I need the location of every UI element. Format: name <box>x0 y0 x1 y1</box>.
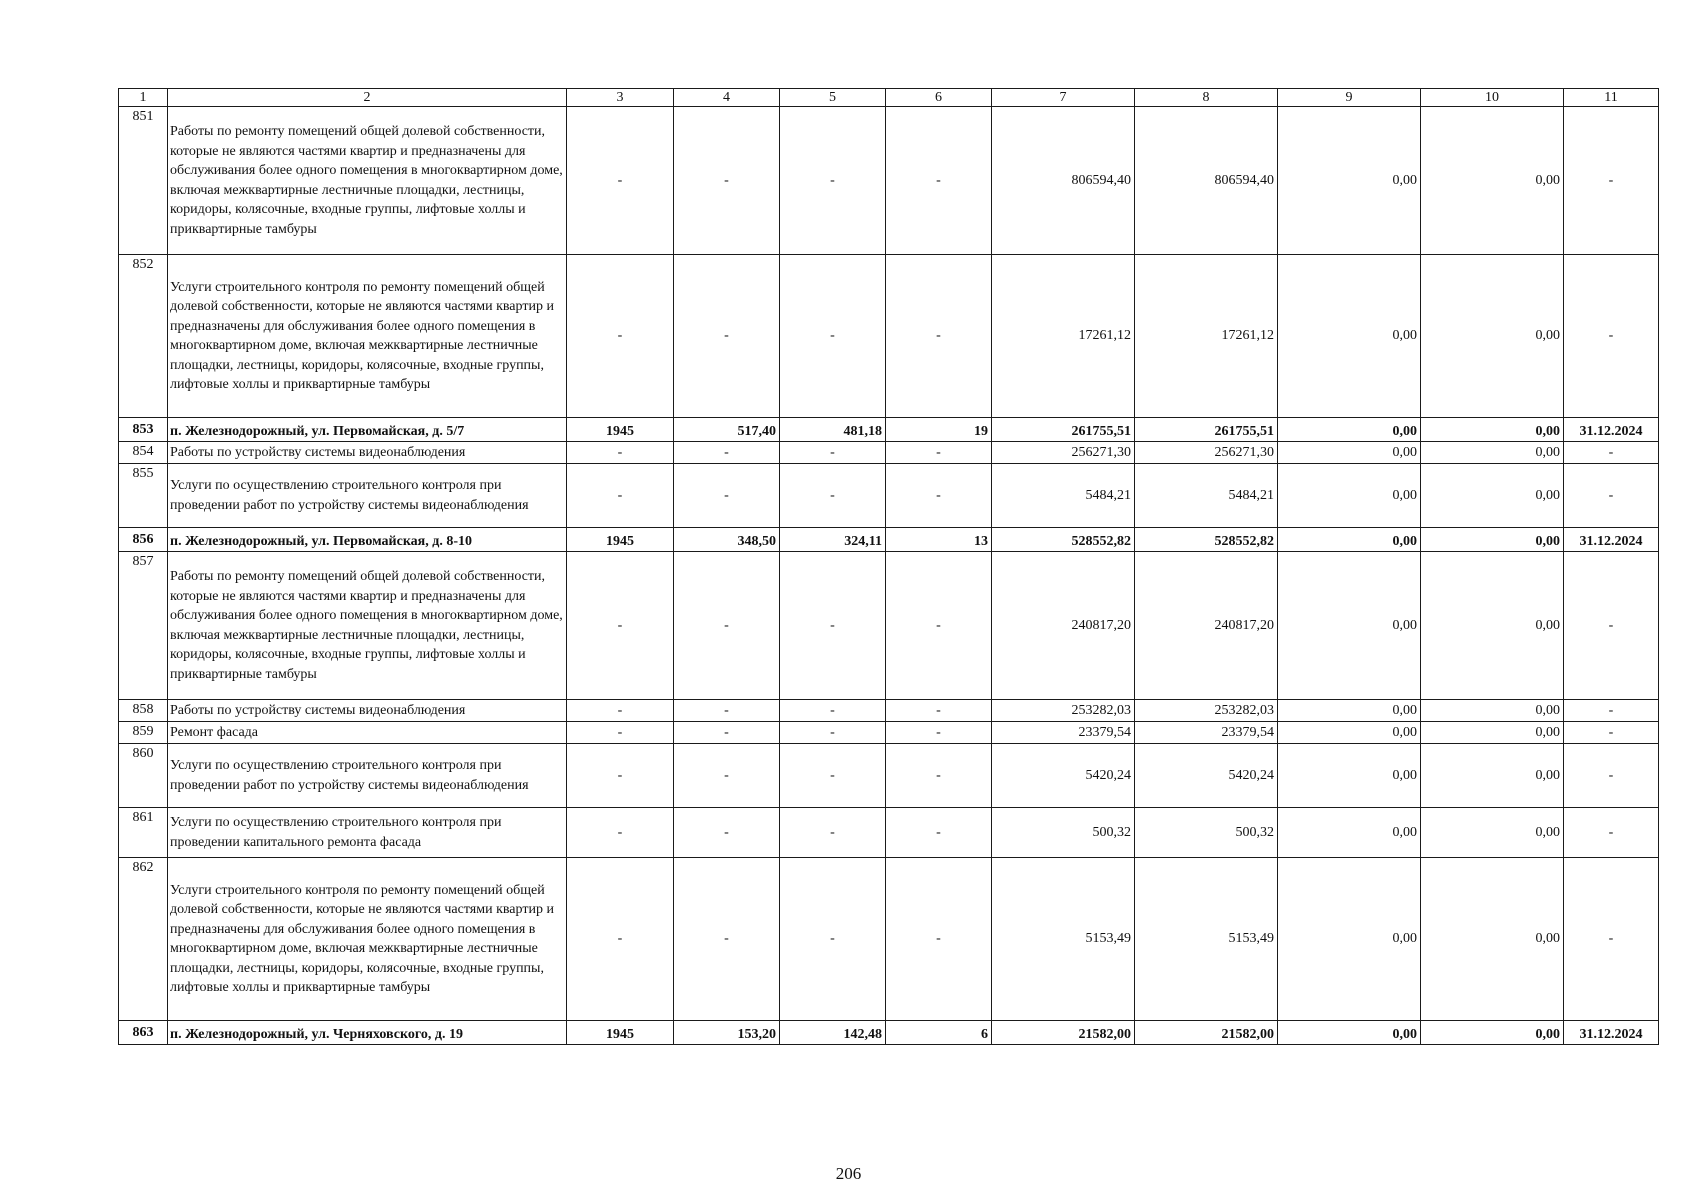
cell-col-6: - <box>886 107 992 255</box>
cell-col-4: 517,40 <box>674 418 780 442</box>
header-cell: 5 <box>780 89 886 107</box>
cell-col-5: 324,11 <box>780 528 886 552</box>
cell-col-9: 0,00 <box>1278 1021 1421 1045</box>
cell-col-11: - <box>1564 107 1659 255</box>
work-description: Услуги строительного контроля по ремонту помещений общей долевой собственности, которые не являются частями квартир и предназначены для обслуживания более одного помещения в многоквартирном доме, включая межквартирные лестничные площадки, лестницы, коридоры, колясочные, входные группы, лифтовые холлы и приквартирные тамбуры <box>168 255 567 418</box>
row-number: 863 <box>119 1021 168 1045</box>
cell-col-8: 17261,12 <box>1135 255 1278 418</box>
cell-col-3: - <box>567 464 674 528</box>
cell-col-4: - <box>674 700 780 722</box>
work-description: Ремонт фасада <box>168 722 567 744</box>
cell-col-5: - <box>780 552 886 700</box>
table-row <box>119 552 1659 700</box>
cell-col-4: - <box>674 858 780 1021</box>
cell-col-6: - <box>886 808 992 858</box>
cell-col-6: - <box>886 552 992 700</box>
cell-col-7: 500,32 <box>992 808 1135 858</box>
table-row <box>119 1021 1659 1045</box>
row-number: 853 <box>119 418 168 442</box>
cell-col-3: 1945 <box>567 528 674 552</box>
cell-col-10: 0,00 <box>1421 700 1564 722</box>
cell-col-6: 13 <box>886 528 992 552</box>
cell-col-10: 0,00 <box>1421 744 1564 808</box>
cell-col-3: - <box>567 552 674 700</box>
cell-col-4: - <box>674 744 780 808</box>
cell-col-3: - <box>567 107 674 255</box>
cell-col-6: - <box>886 464 992 528</box>
cell-col-4: - <box>674 552 780 700</box>
header-cell: 9 <box>1278 89 1421 107</box>
page-number: 206 <box>835 1164 862 1183</box>
cell-col-4: - <box>674 464 780 528</box>
cell-col-3: - <box>567 858 674 1021</box>
cell-col-4: - <box>674 442 780 464</box>
cell-col-7: 5484,21 <box>992 464 1135 528</box>
cell-col-7: 240817,20 <box>992 552 1135 700</box>
cell-col-11: - <box>1564 255 1659 418</box>
work-description: п. Железнодорожный, ул. Первомайская, д. 8-10 <box>168 528 567 552</box>
cell-col-8: 240817,20 <box>1135 552 1278 700</box>
work-description: Услуги по осуществлению строительного контроля при проведении капитального ремонта фасада <box>168 808 567 858</box>
header-cell: 10 <box>1421 89 1564 107</box>
cell-col-9: 0,00 <box>1278 808 1421 858</box>
cell-col-5: - <box>780 858 886 1021</box>
capital-repair-table <box>118 88 1659 1045</box>
cell-col-6: - <box>886 858 992 1021</box>
header-cell: 11 <box>1564 89 1659 107</box>
cell-col-8: 500,32 <box>1135 808 1278 858</box>
cell-col-5: - <box>780 744 886 808</box>
cell-col-3: - <box>567 700 674 722</box>
table-row <box>119 722 1659 744</box>
cell-col-10: 0,00 <box>1421 107 1564 255</box>
cell-col-7: 5153,49 <box>992 858 1135 1021</box>
cell-col-5: - <box>780 700 886 722</box>
cell-col-8: 5153,49 <box>1135 858 1278 1021</box>
cell-col-8: 23379,54 <box>1135 722 1278 744</box>
cell-col-11: - <box>1564 744 1659 808</box>
table-row <box>119 858 1659 1021</box>
work-description: Работы по устройству системы видеонаблюдения <box>168 700 567 722</box>
cell-col-9: 0,00 <box>1278 722 1421 744</box>
cell-col-11: - <box>1564 700 1659 722</box>
cell-col-5: - <box>780 255 886 418</box>
cell-col-3: - <box>567 744 674 808</box>
cell-col-7: 256271,30 <box>992 442 1135 464</box>
cell-col-8: 256271,30 <box>1135 442 1278 464</box>
cell-col-11: 31.12.2024 <box>1564 1021 1659 1045</box>
cell-col-6: - <box>886 722 992 744</box>
row-number: 856 <box>119 528 168 552</box>
cell-col-10: 0,00 <box>1421 722 1564 744</box>
table-row <box>119 107 1659 255</box>
cell-col-5: - <box>780 442 886 464</box>
cell-col-10: 0,00 <box>1421 552 1564 700</box>
cell-col-8: 528552,82 <box>1135 528 1278 552</box>
cell-col-10: 0,00 <box>1421 1021 1564 1045</box>
work-description: Услуги по осуществлению строительного контроля при проведении работ по устройству системы видеонаблюдения <box>168 744 567 808</box>
cell-col-7: 21582,00 <box>992 1021 1135 1045</box>
cell-col-11: 31.12.2024 <box>1564 528 1659 552</box>
row-number: 860 <box>119 744 168 808</box>
work-description: Работы по ремонту помещений общей долевой собственности, которые не являются частями квартир и предназначены для обслуживания более одного помещения в многоквартирном доме, включая межквартирные лестничные площадки, лестницы, коридоры, колясочные, входные группы, лифтовые холлы и приквартирные тамбуры <box>168 107 567 255</box>
table-row <box>119 808 1659 858</box>
cell-col-5: 481,18 <box>780 418 886 442</box>
cell-col-11: - <box>1564 464 1659 528</box>
cell-col-4: - <box>674 722 780 744</box>
cell-col-5: - <box>780 808 886 858</box>
cell-col-8: 5420,24 <box>1135 744 1278 808</box>
cell-col-5: 142,48 <box>780 1021 886 1045</box>
cell-col-4: - <box>674 255 780 418</box>
cell-col-4: 348,50 <box>674 528 780 552</box>
cell-col-8: 261755,51 <box>1135 418 1278 442</box>
cell-col-7: 5420,24 <box>992 744 1135 808</box>
header-cell: 7 <box>992 89 1135 107</box>
row-number: 854 <box>119 442 168 464</box>
cell-col-5: - <box>780 464 886 528</box>
cell-col-9: 0,00 <box>1278 858 1421 1021</box>
work-description: Услуги по осуществлению строительного контроля при проведении работ по устройству системы видеонаблюдения <box>168 464 567 528</box>
cell-col-11: - <box>1564 808 1659 858</box>
cell-col-5: - <box>780 722 886 744</box>
cell-col-3: - <box>567 722 674 744</box>
cell-col-4: - <box>674 107 780 255</box>
cell-col-10: 0,00 <box>1421 464 1564 528</box>
cell-col-10: 0,00 <box>1421 418 1564 442</box>
header-cell: 3 <box>567 89 674 107</box>
cell-col-3: 1945 <box>567 418 674 442</box>
work-description: п. Железнодорожный, ул. Первомайская, д. 5/7 <box>168 418 567 442</box>
cell-col-11: - <box>1564 442 1659 464</box>
header-cell: 6 <box>886 89 992 107</box>
table-row <box>119 442 1659 464</box>
cell-col-11: - <box>1564 722 1659 744</box>
column-number-header <box>119 89 1659 107</box>
cell-col-10: 0,00 <box>1421 442 1564 464</box>
cell-col-3: 1945 <box>567 1021 674 1045</box>
cell-col-6: 19 <box>886 418 992 442</box>
table-row <box>119 255 1659 418</box>
row-number: 855 <box>119 464 168 528</box>
table-row <box>119 528 1659 552</box>
header-cell: 8 <box>1135 89 1278 107</box>
cell-col-7: 528552,82 <box>992 528 1135 552</box>
row-number: 852 <box>119 255 168 418</box>
cell-col-7: 17261,12 <box>992 255 1135 418</box>
work-description: Работы по ремонту помещений общей долевой собственности, которые не являются частями квартир и предназначены для обслуживания более одного помещения в многоквартирном доме, включая межквартирные лестничные площадки, лестницы, коридоры, колясочные, входные группы, лифтовые холлы и приквартирные тамбуры <box>168 552 567 700</box>
table-row <box>119 700 1659 722</box>
cell-col-6: - <box>886 744 992 808</box>
row-number: 859 <box>119 722 168 744</box>
register-sheet <box>118 88 1658 1045</box>
cell-col-9: 0,00 <box>1278 700 1421 722</box>
cell-col-7: 253282,03 <box>992 700 1135 722</box>
row-number: 858 <box>119 700 168 722</box>
cell-col-3: - <box>567 808 674 858</box>
cell-col-9: 0,00 <box>1278 418 1421 442</box>
cell-col-11: - <box>1564 858 1659 1021</box>
table-row <box>119 418 1659 442</box>
row-number: 862 <box>119 858 168 1021</box>
cell-col-8: 806594,40 <box>1135 107 1278 255</box>
cell-col-7: 23379,54 <box>992 722 1135 744</box>
work-description: Услуги строительного контроля по ремонту помещений общей долевой собственности, которые не являются частями квартир и предназначены для обслуживания более одного помещения в многоквартирном доме, включая межквартирные лестничные площадки, лестницы, коридоры, колясочные, входные группы, лифтовые холлы и приквартирные тамбуры <box>168 858 567 1021</box>
cell-col-11: 31.12.2024 <box>1564 418 1659 442</box>
cell-col-10: 0,00 <box>1421 255 1564 418</box>
cell-col-9: 0,00 <box>1278 528 1421 552</box>
cell-col-4: - <box>674 808 780 858</box>
cell-col-3: - <box>567 442 674 464</box>
cell-col-11: - <box>1564 552 1659 700</box>
cell-col-6: - <box>886 255 992 418</box>
cell-col-6: - <box>886 700 992 722</box>
cell-col-9: 0,00 <box>1278 744 1421 808</box>
cell-col-8: 253282,03 <box>1135 700 1278 722</box>
cell-col-9: 0,00 <box>1278 255 1421 418</box>
cell-col-7: 806594,40 <box>992 107 1135 255</box>
cell-col-9: 0,00 <box>1278 464 1421 528</box>
cell-col-7: 261755,51 <box>992 418 1135 442</box>
work-description: п. Железнодорожный, ул. Черняховского, д. 19 <box>168 1021 567 1045</box>
row-number: 857 <box>119 552 168 700</box>
cell-col-9: 0,00 <box>1278 107 1421 255</box>
header-cell: 4 <box>674 89 780 107</box>
cell-col-10: 0,00 <box>1421 808 1564 858</box>
cell-col-10: 0,00 <box>1421 858 1564 1021</box>
header-cell: 2 <box>168 89 567 107</box>
cell-col-9: 0,00 <box>1278 442 1421 464</box>
cell-col-6: 6 <box>886 1021 992 1045</box>
cell-col-8: 5484,21 <box>1135 464 1278 528</box>
row-number: 851 <box>119 107 168 255</box>
cell-col-8: 21582,00 <box>1135 1021 1278 1045</box>
cell-col-10: 0,00 <box>1421 528 1564 552</box>
cell-col-3: - <box>567 255 674 418</box>
header-cell: 1 <box>119 89 168 107</box>
table-row <box>119 464 1659 528</box>
cell-col-6: - <box>886 442 992 464</box>
row-number: 861 <box>119 808 168 858</box>
cell-col-9: 0,00 <box>1278 552 1421 700</box>
cell-col-5: - <box>780 107 886 255</box>
work-description: Работы по устройству системы видеонаблюдения <box>168 442 567 464</box>
table-row <box>119 744 1659 808</box>
cell-col-4: 153,20 <box>674 1021 780 1045</box>
